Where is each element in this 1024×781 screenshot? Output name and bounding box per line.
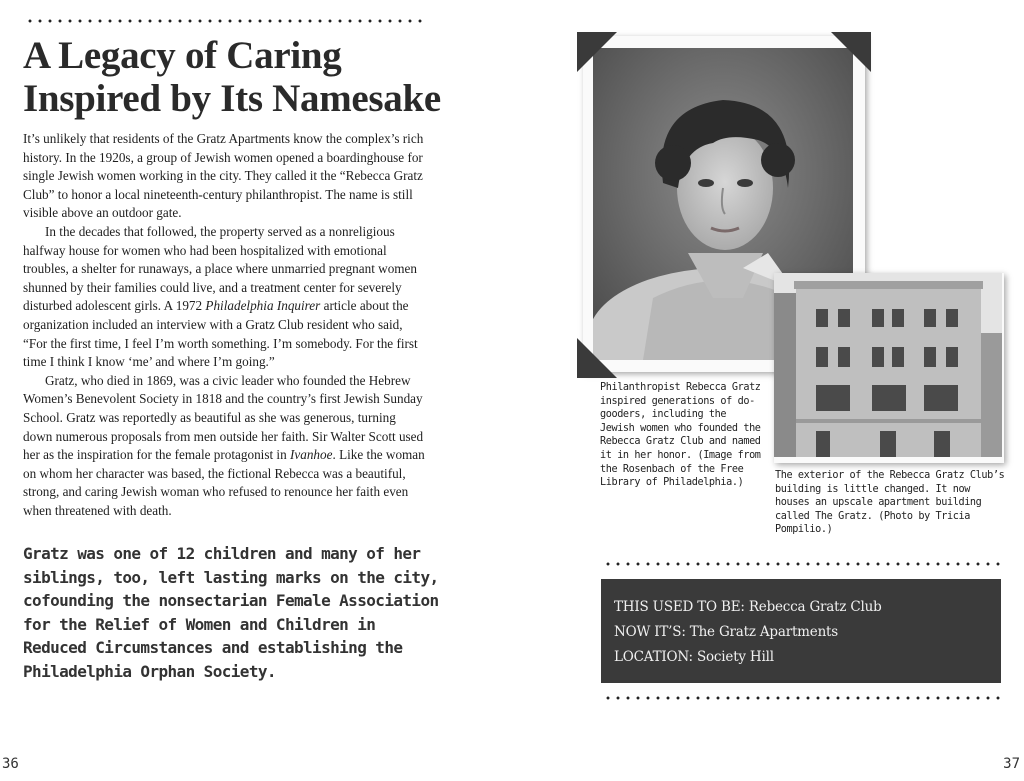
page-number-left: 36 bbox=[2, 756, 19, 772]
article-body bbox=[23, 130, 428, 520]
paragraph-1: It’s unlikely that residents of the Gratz Apartments know the complex’s rich history. In the 1920s, a group of Jewish women opened a boardinghouse for single Jewish women working in the city. They called it the “Rebecca Gratz Club” to honor a local nineteenth-century philanthropist. The name is still visible above an outdoor gate. bbox=[23, 131, 424, 221]
info-used-to-be: THIS USED TO BE: Rebecca Gratz Club bbox=[614, 599, 882, 615]
title-line-1: A Legacy of Caring bbox=[23, 34, 342, 77]
building-illustration bbox=[774, 273, 1002, 457]
paragraph-3 bbox=[23, 372, 428, 521]
top-dotted-rule-left bbox=[25, 19, 425, 23]
info-box-bottom-rule bbox=[603, 696, 1003, 700]
portrait-caption: Philanthropist Rebecca Gratz inspired generations of do-gooders, including the Jewish women who founded the Rebecca Gratz Club and named it in her honor. (Image from the Rosenbach of the Free Library of Philadelphia.) bbox=[600, 382, 761, 489]
gratz-building-photo bbox=[774, 273, 1002, 457]
info-box bbox=[601, 579, 1001, 683]
pull-quote: Gratz was one of 12 children and many of her siblings, too, left lasting marks on the city, cofounding the nonsectarian Female Association for the Relief of Women and Children in Reduced Circumstances and establishing the Philadelphia Orphan Society. bbox=[23, 544, 439, 681]
page-number-right: 37 bbox=[1003, 756, 1020, 772]
building-caption: The exterior of the Rebecca Gratz Club’s building is little changed. It now houses an upscale apartment building called The Gratz. (Photo by Tricia Pompilio.) bbox=[775, 470, 1005, 536]
paragraph-2-text-a: In the decades that followed, the property served as a nonreligious halfway house for women who had been hospitalized with emotional troubles, a shelter for runaways, a place where unmarried pregnant women shunned by their families could live, and a treatment center for severely disturbed adolescent girls. A 1972 bbox=[23, 223, 418, 314]
info-box-top-rule bbox=[603, 562, 1003, 566]
info-now-its: NOW IT’S: The Gratz Apartments bbox=[614, 624, 839, 640]
newspaper-title: Philadelphia Inquirer bbox=[205, 298, 321, 314]
building-photo-frame bbox=[774, 273, 1004, 463]
novel-title: Ivanhoe bbox=[289, 447, 333, 463]
paragraph-3-text-a: Gratz, who died in 1869, was a civic leader who founded the Hebrew Women’s Benevolent Society in 1818 and the country’s first Jewish Sunday School. Gratz was reportedly as beautiful as she was generous, turning down numerous proposals from men outside her faith. Sir Walter Scott used her as the inspiration for the female protagonist in bbox=[23, 372, 424, 463]
paragraph-2-text-b: article about the organization included an interview with a Gratz Club resident who said, “For the first time, I feel I’m worth something. I’m somebody. For the first time I think I know ‘me’ and where I’m going.” bbox=[23, 298, 418, 370]
paragraph-2 bbox=[23, 223, 428, 372]
title-line-2: Inspired by Its Namesake bbox=[23, 77, 441, 120]
info-location: LOCATION: Society Hill bbox=[614, 649, 774, 665]
article-title bbox=[23, 34, 443, 120]
paragraph-3-text-b: . Like the woman on whom her character was based, the fictional Rebecca was a beautiful, strong, and caring Jewish woman who refused to renounce her faith even when threatened with death. bbox=[23, 447, 425, 518]
